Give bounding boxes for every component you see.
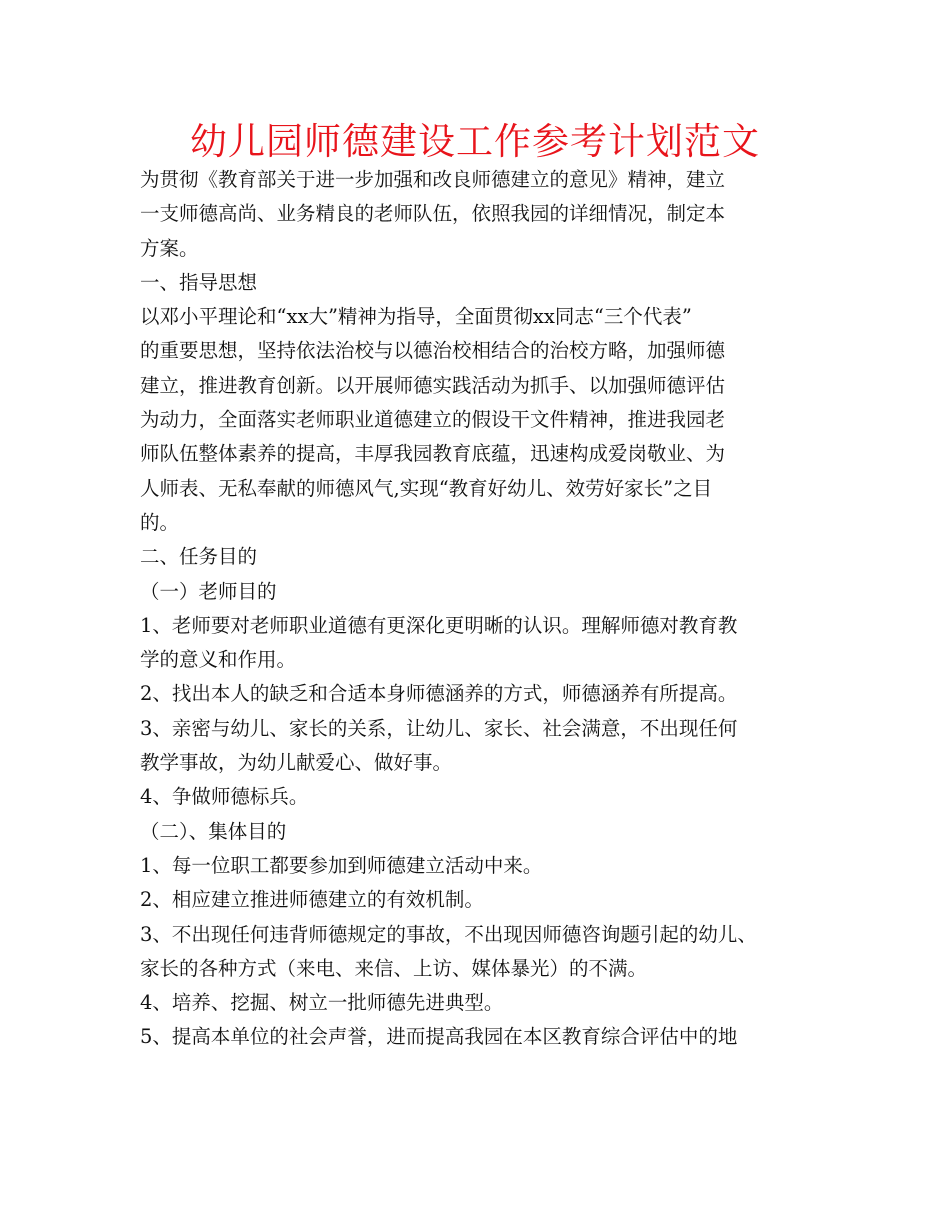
document-body: [140, 163, 840, 1055]
text-line: 的重要思想，坚持依法治校与以德治校相结合的治校方略，加强师德: [140, 339, 726, 363]
list-item: 4、争做师德标兵。: [140, 785, 309, 809]
text-line: 为贯彻《教育部关于进一步加强和改良师德建立的意见》精神，建立: [140, 168, 726, 191]
list-item: 2、找出本人的缺乏和合适本身师德涵养的方式，师德涵养有所提高。: [140, 682, 738, 706]
text-line: 一支师德高尚、业务精良的老师队伍，依照我园的详细情况，制定本: [140, 202, 726, 226]
text-line: 以邓小平理论和“xx大”精神为指导，全面贯彻xx同志“三个代表”: [140, 305, 692, 329]
section-heading: 二、任务目的: [140, 545, 258, 569]
subsection-heading: （一）老师目的: [140, 579, 277, 603]
text-line: 建立，推进教育创新。以开展师德实践活动为抓手、以加强师德评估: [140, 373, 726, 397]
text-line: 为动力，全面落实老师职业道德建立的假设干文件精神，推进我园老: [140, 408, 726, 432]
subsection-heading: （二）、集体目的: [140, 819, 287, 843]
text-line: 家长的各种方式（来电、来信、上访、媒体暴光）的不满。: [140, 956, 648, 980]
list-item: 3、不出现任何违背师德规定的事故，不出现因师德咨询题引起的幼儿、: [140, 922, 757, 946]
document-title: 幼儿园师德建设工作参考计划范文: [190, 120, 760, 163]
text-line: 的。: [140, 510, 180, 534]
list-item: 4、培养、挖掘、树立一批师德先进典型。: [140, 991, 504, 1015]
text-line: 学的意义和作用。: [140, 648, 297, 672]
text-line: 师队伍整体素养的提高，丰厚我园教育底蕴，迅速构成爱岗敬业、为: [140, 442, 726, 466]
list-item: 5、提高本单位的社会声誉，进而提高我园在本区教育综合评估中的地: [140, 1025, 738, 1049]
section-heading: 一、指导思想: [140, 270, 258, 294]
list-item: 3、亲密与幼儿、家长的关系，让幼儿、家长、社会满意，不出现任何: [140, 716, 738, 740]
list-item: 1、每一位职工都要参加到师德建立活动中来。: [140, 853, 543, 877]
text-line: 教学事故，为幼儿献爱心、做好事。: [140, 751, 453, 775]
list-item: 1、老师要对老师职业道德有更深化更明晰的认识。理解师德对教育教: [140, 613, 738, 637]
text-line: 方案。: [140, 236, 199, 260]
text-line: 人师表、无私奉献的师德风气,实现“教育好幼儿、效劳好家长”之目: [140, 476, 713, 500]
list-item: 2、相应建立推进师德建立的有效机制。: [140, 888, 484, 912]
